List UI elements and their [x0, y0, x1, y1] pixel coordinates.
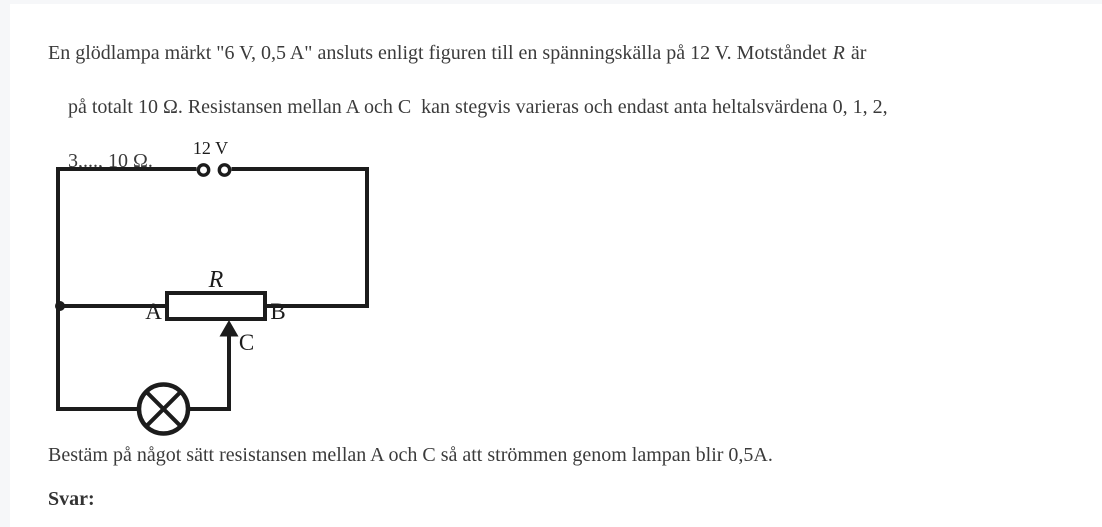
- terminal-b-label: B: [270, 299, 286, 324]
- wire-left-loop: [58, 169, 197, 409]
- resistor-label: R: [208, 267, 224, 293]
- terminal-a-label: A: [145, 299, 162, 324]
- circuit-diagram: [40, 130, 410, 450]
- answer-label: Svar:: [48, 488, 95, 510]
- wire-right-loop: [232, 169, 368, 306]
- voltage-label: 12 V: [192, 138, 229, 158]
- resistance-symbol-inline: R: [832, 42, 845, 64]
- junction-dot-icon: [55, 301, 65, 311]
- question-text: Bestäm på något sätt resistansen mellan A och C så att strömmen genom lampan blir 0,5A.: [48, 444, 773, 466]
- problem-text-pre: En glödlampa märkt "6 V, 0,5 A" ansluts enligt figuren till en spänningskälla på 12 V. Motståndet: [48, 42, 827, 64]
- wiper-arrow-icon: [220, 320, 239, 337]
- problem-text-line3: 3,..., 10 Ω.: [68, 150, 153, 172]
- problem-text-line2: på totalt 10 Ω. Resistansen mellan A och C kan stegvis varieras och endast anta heltalsvärdena 0, 1, 2,: [68, 96, 888, 118]
- resistor-box-icon: [167, 293, 265, 319]
- terminal-left-icon: [198, 165, 208, 175]
- problem-text-post: är: [850, 42, 867, 64]
- wiper-label: C: [238, 330, 255, 355]
- terminal-right-icon: [219, 165, 229, 175]
